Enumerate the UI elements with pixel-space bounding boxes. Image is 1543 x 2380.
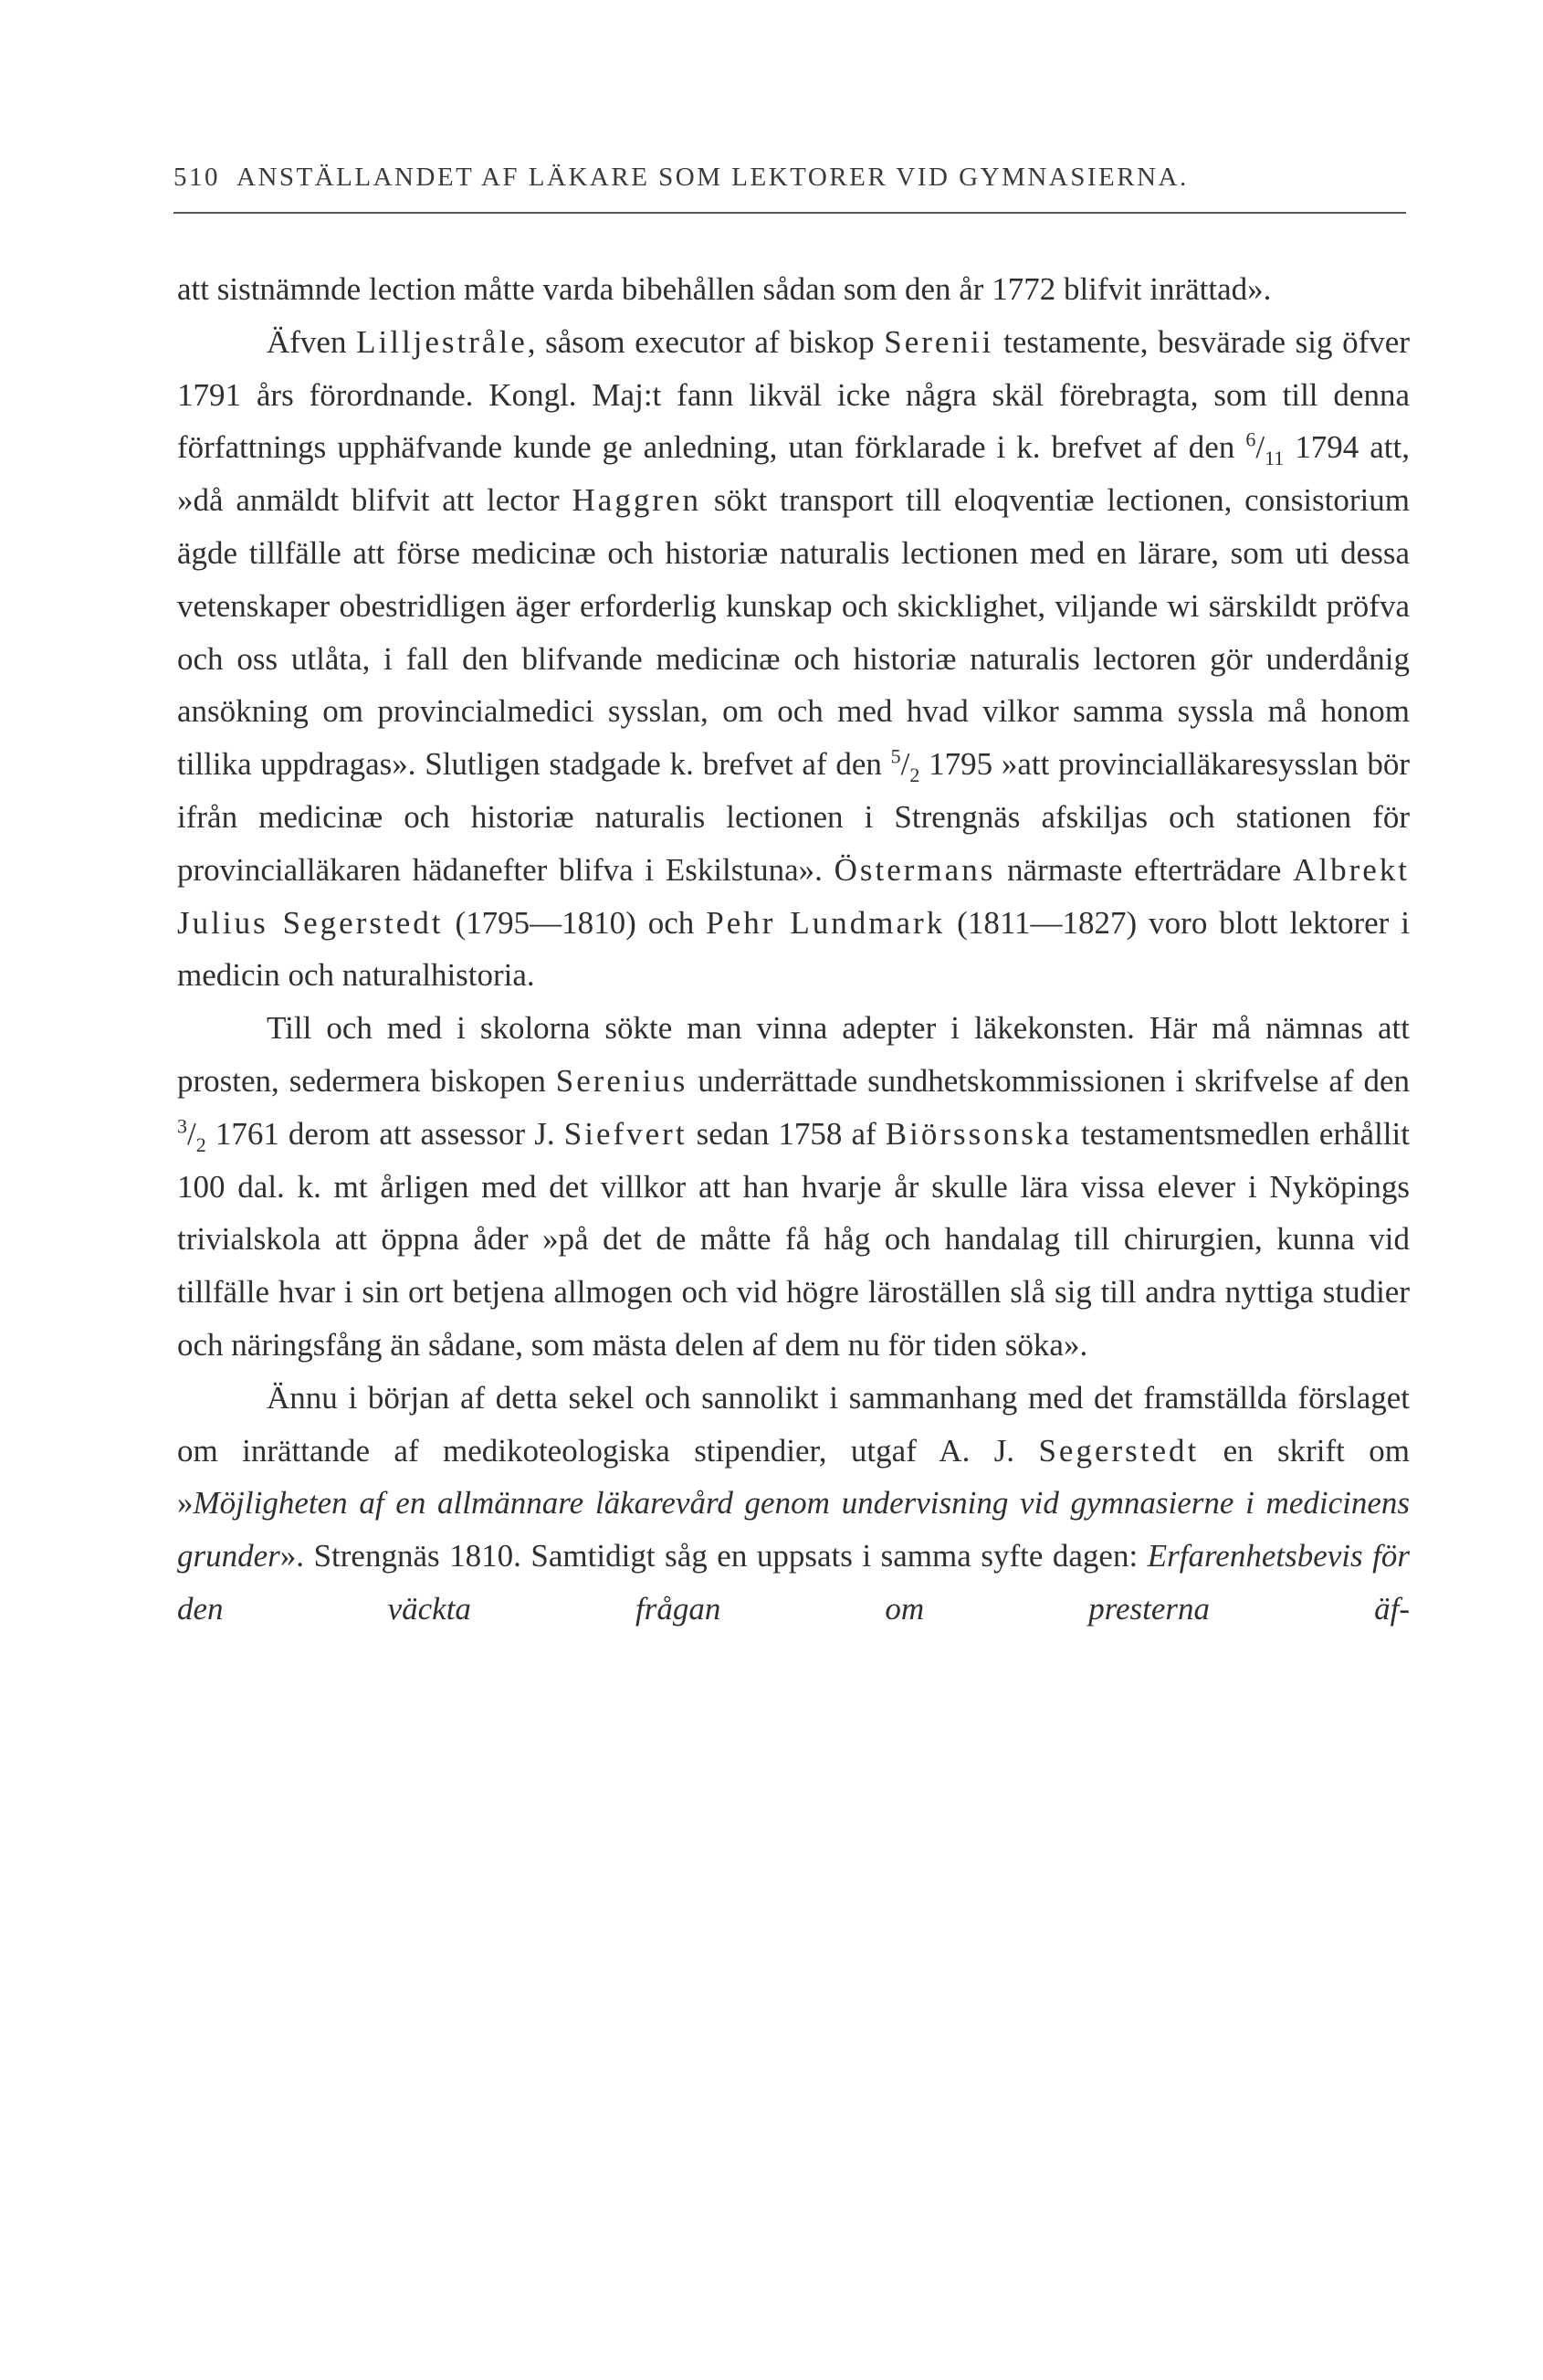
- person-name: Albrekt Julius Segerstedt: [177, 851, 1410, 941]
- date-fraction-denominator: 11: [1265, 447, 1285, 470]
- text-run: sökt transport till eloqventiæ lectionen, consistorium ägde tillfälle att förse medicinæ och historiæ naturalis lectionen med en lärare, som uti dessa vetenskaper obestridligen äger erforderlig kunskap och skicklighet, viljande wi särskildt pröfva och oss utlåta, i fall den blifvande medicinæ och historiæ naturalis lectoren gör underdånig ansökning om provincialmedici sysslan, om och med hvad vilkor samma syssla må honom tillika uppdragas». Slutligen stadgade k. brefvet af den: [177, 482, 1410, 783]
- text-run: ». Strengnäs 1810. Samtidigt såg en uppsats i samma syfte dagen:: [279, 1538, 1148, 1574]
- text-run: 1795 »att provincialläkaresysslan bör ifrån medicinæ och historiæ naturalis lectionen i Strengnäs afskiljas och stationen för provincialläkaren hädanefter blifva i Eskilstuna».: [177, 746, 1410, 888]
- running-title: ANSTÄLLANDET AF LÄKARE SOM LEKTORER VID GYMNASIERNA.: [236, 163, 1189, 192]
- person-name: Segerstedt: [1038, 1432, 1200, 1469]
- header-rule: [173, 212, 1406, 214]
- person-name: Serenii: [884, 323, 994, 360]
- book-title: Möjligheten af en allmännare läkarevård genom undervisning vid gymnasierne i medicinens grunder: [177, 1485, 1410, 1574]
- person-name: Biörssonska: [885, 1115, 1072, 1152]
- date-fraction-denominator: 2: [195, 1132, 206, 1156]
- person-name: Serenius: [555, 1062, 688, 1099]
- date-fraction-denominator: 2: [909, 763, 920, 787]
- text-run: Äfven: [267, 323, 357, 360]
- book-title: Erfarenhetsbevis för den väckta frågan om presterna äf-: [177, 1538, 1410, 1627]
- date-fraction-numerator: 5: [890, 744, 901, 768]
- text-run: (1795—1810) och: [443, 904, 707, 941]
- text-run: 1794 att, »då anmäldt blifvit att lector: [177, 429, 1410, 519]
- text-run: underrättade sundhetskommissionen i skrifvelse af den: [688, 1062, 1410, 1099]
- person-name: Lilljestråle: [356, 323, 528, 360]
- paragraph-3: Till och med i skolorna sökte man vinna adepter i läkekonsten. Här må nämnas att prosten, sedermera biskopen Serenius underrättade sundhetskommissionen i skrifvelse af den $^3/_2$ 1761 derom att assessor J. Siefvert sedan 1758 af Biörssonska testamentsmedlen erhållit 100 dal. k. mt årligen med det villkor att han hvarje år skulle lära vissa elever i Nyköpings trivialskola att öppna åder »på det de måtte få håg och handalag till chirurgien, kunna vid tillfälle hvar i sin ort betjena allmogen och vid högre läroställen slå sig till andra nyttiga studier och näringsfång än sådane, som mästa delen af dem nu för tiden söka».: [177, 1010, 1410, 1363]
- person-name: Pehr Lundmark: [706, 904, 946, 941]
- text-run: närmaste efterträdare: [995, 851, 1294, 888]
- person-name: Siefvert: [563, 1115, 688, 1152]
- text-run: 1761 derom att assessor J.: [205, 1115, 564, 1152]
- date-fraction-numerator: 6: [1245, 427, 1256, 451]
- text-run: (1811—1827) voro blott lektorer i medicin och naturalhistoria.: [177, 904, 1410, 994]
- text-run: en skrift om »: [177, 1432, 1410, 1522]
- person-name: Östermans: [834, 851, 996, 888]
- text-run: Ännu i början af detta sekel och sannolikt i sammanhang med det framställda förslaget om inrättande af medikoteologiska stipendier, utgaf A. J.: [177, 1379, 1410, 1469]
- text-run: testamente, besvärade sig öfver 1791 års förordnande. Kongl. Maj:t fann likväl icke några skäl förebragta, som till denna författnings upphäfvande kunde ge anledning, utan förklarade i k. brefvet af den: [177, 323, 1410, 466]
- text-run: Till och med i skolorna sökte man vinna adepter i läkekonsten. Här må nämnas att prosten, sedermera biskopen: [177, 1010, 1410, 1099]
- page-number: 510: [173, 163, 220, 192]
- body-text: [177, 263, 1410, 1636]
- text-run: , såsom executor af biskop: [527, 323, 885, 360]
- text-run: testamentsmedlen erhållit 100 dal. k. mt årligen med det villkor att han hvarje år skulle lära vissa elever i Nyköpings trivialskola att öppna åder »på det de måtte få håg och handalag till chirurgien, kunna vid tillfälle hvar i sin ort betjena allmogen och vid högre läroställen slå sig till andra nyttiga studier och näringsfång än sådane, som mästa delen af dem nu för tiden söka».: [177, 1115, 1410, 1363]
- paragraph-2: Äfven Lilljestråle, såsom executor af biskop Serenii testamente, besvärade sig öfver 1791 års förordnande. Kongl. Maj:t fann likväl icke några skäl förebragta, som till denna författnings upphäfvande kunde ge anledning, utan förklarade i k. brefvet af den $^6/_{11}$ 1794 att, »då anmäldt blifvit att lector Haggren sökt transport till eloqventiæ lectionen, consistorium ägde tillfälle att förse medicinæ och historiæ naturalis lectionen med en lärare, som uti dessa vetenskaper obestridligen äger erforderlig kunskap och skicklighet, viljande wi särskildt pröfva och oss utlåta, i fall den blifvande medicinæ och historiæ naturalis lectoren gör underdånig ansökning om provincialmedici sysslan, om och med hvad vilkor samma syssla må honom tillika uppdragas». Slutligen stadgade k. brefvet af den $^5/_2$ 1795 »att provincialläkaresysslan bör ifrån medicinæ och historiæ naturalis lectionen i Strengnäs afskiljas och stationen för provincialläkaren hädanefter blifva i Eskilstuna». Östermans närmaste efterträdare Albrekt Julius Segerstedt (1795—1810) och Pehr Lundmark (1811—1827) voro blott lektorer i medicin och naturalhistoria.: [177, 323, 1410, 994]
- paragraph-1: att sistnämnde lection måtte varda bibehållen sådan som den år 1772 blifvit inrättad».: [177, 271, 1272, 307]
- person-name: Haggren: [572, 482, 702, 519]
- running-header: [173, 163, 1315, 193]
- text-run: sedan 1758 af: [687, 1115, 886, 1152]
- paragraph-4: [177, 1372, 1410, 1636]
- date-fraction-numerator: 3: [177, 1114, 187, 1138]
